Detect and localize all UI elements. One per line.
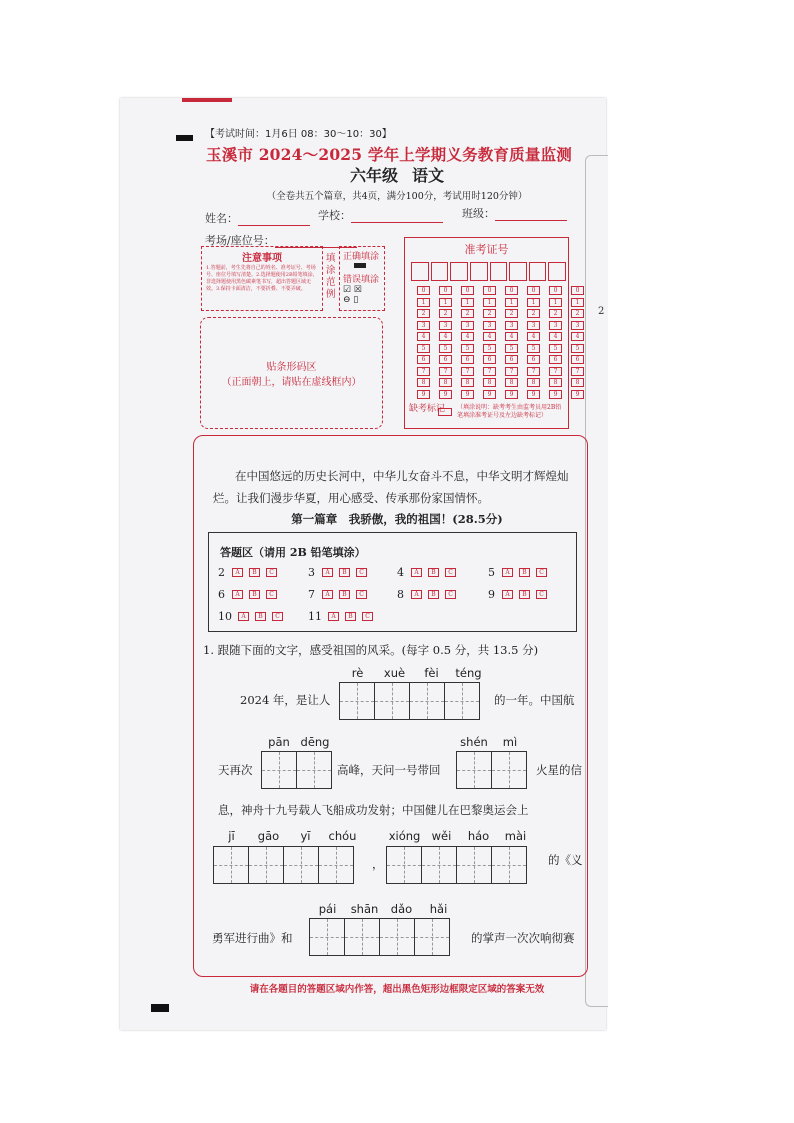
digit-cell[interactable]: [450, 262, 468, 281]
pinyin-label: yī: [300, 829, 311, 843]
exam-title: 玉溪市 2024～2025 学年上学期义务教育质量监测: [206, 145, 572, 164]
digit-bubble[interactable]: 9: [549, 390, 562, 399]
fill-example-box: [339, 246, 385, 311]
question-number: 7: [308, 588, 315, 601]
choice-question: [218, 588, 283, 601]
admission-number-box: [404, 237, 580, 429]
character-cell[interactable]: [414, 918, 450, 956]
pinyin-label: téng: [455, 666, 482, 680]
admission-digit-cells[interactable]: [411, 262, 568, 281]
q1-line2-before: 天再次: [218, 763, 253, 777]
character-cell[interactable]: [339, 682, 375, 720]
digit-bubble[interactable]: 4: [461, 332, 474, 341]
digit-bubble[interactable]: 2: [417, 309, 430, 318]
digit-bubble[interactable]: 1: [417, 298, 430, 307]
fill-example-label: 填涂范例: [326, 253, 336, 300]
digit-bubble[interactable]: 5: [571, 344, 584, 353]
digit-cell[interactable]: [548, 262, 566, 281]
character-cell[interactable]: [456, 751, 492, 789]
digit-bubble[interactable]: 6: [527, 355, 540, 364]
digit-bubble[interactable]: 4: [505, 332, 518, 341]
adjacent-page-number: 2: [598, 306, 605, 317]
pinyin-answer-grid[interactable]: [309, 918, 450, 956]
pinyin-label: fèi: [424, 666, 439, 680]
digit-bubble[interactable]: 3: [439, 321, 452, 330]
digit-bubble[interactable]: 1: [461, 298, 474, 307]
option-bubble[interactable]: B: [339, 590, 350, 599]
name-label: 姓名：: [205, 212, 238, 225]
option-bubble[interactable]: A: [411, 590, 422, 599]
correct-fill-label: 正确填涂: [343, 252, 380, 262]
digit-bubble[interactable]: 7: [417, 367, 430, 376]
digit-bubble[interactable]: 2: [439, 309, 452, 318]
option-bubble[interactable]: B: [345, 612, 356, 621]
character-cell[interactable]: [296, 751, 332, 789]
pinyin-answer-grid[interactable]: [339, 682, 480, 720]
q1-line2-after: 火星的信: [536, 763, 582, 777]
pinyin-answer-grid[interactable]: [261, 751, 332, 789]
question-number: 9: [488, 588, 495, 601]
absent-checkbox[interactable]: [438, 408, 452, 416]
bubble-row: [417, 298, 593, 310]
red-strip: [182, 98, 232, 102]
bubble-row: [417, 367, 593, 379]
digit-bubble[interactable]: 0: [549, 286, 562, 295]
digit-bubble[interactable]: 3: [461, 321, 474, 330]
pinyin-label: háo: [467, 829, 490, 843]
option-bubble[interactable]: A: [328, 612, 339, 621]
choice-question: [308, 588, 373, 601]
exam-time: 【考试时间：1月6日 08：30～10：30】: [205, 129, 392, 140]
digit-bubble[interactable]: 0: [417, 286, 430, 295]
correct-fill-mark: [354, 263, 366, 268]
option-bubble[interactable]: A: [322, 590, 333, 599]
question-number: 6: [218, 588, 225, 601]
digit-bubble[interactable]: 1: [505, 298, 518, 307]
seat-label: 考场/座位号：: [205, 234, 275, 247]
question-number: 10: [218, 610, 232, 623]
character-cell[interactable]: [491, 751, 527, 789]
digit-bubble[interactable]: 1: [527, 298, 540, 307]
notice-text: 1.答题前，考生先将自己的姓名、准考证号、考场号、座位号填写清楚。2.选择题使用2B铅笔填涂，非选择题使用黑色碳素笔书写，超出答题区域无效。3.保持卡面清洁，不要折叠、不要弄破。: [206, 265, 318, 292]
digit-bubble[interactable]: 6: [439, 355, 452, 364]
character-cell[interactable]: [421, 846, 457, 884]
digit-bubble[interactable]: 4: [549, 332, 562, 341]
wrong-fill-marks: ☑ ☒ ⊖ ▯: [343, 285, 362, 305]
digit-bubble[interactable]: 3: [417, 321, 430, 330]
pinyin-label: shén: [460, 735, 488, 749]
notice-box: [201, 246, 323, 311]
character-cell[interactable]: [283, 846, 319, 884]
digit-bubble[interactable]: 5: [461, 344, 474, 353]
choice-question: [488, 566, 553, 579]
absent-label: 缺考标记: [409, 404, 446, 414]
bubble-row: [417, 309, 593, 321]
barcode-hint: （正面朝上，请贴在虚线框内）: [221, 377, 362, 388]
pinyin-label: mì: [502, 735, 518, 749]
character-cell[interactable]: [213, 846, 249, 884]
question-number: 3: [308, 566, 315, 579]
option-bubble[interactable]: C: [362, 612, 373, 621]
pinyin-label: mài: [504, 829, 527, 843]
school-field[interactable]: [318, 207, 443, 223]
digit-bubble[interactable]: 1: [483, 298, 496, 307]
pinyin-label: dēng: [300, 735, 330, 749]
digit-bubble[interactable]: 9: [571, 390, 584, 399]
digit-bubble[interactable]: 7: [571, 367, 584, 376]
class-line[interactable]: [495, 210, 567, 221]
option-bubble[interactable]: C: [536, 590, 547, 599]
intro-text: 在中国悠远的历史长河中，中华儿女奋斗不息，中华文明才辉煌灿烂。让我们漫步华夏，用心感受、传承那份家国情怀。: [213, 469, 569, 505]
question-number: 2: [218, 566, 225, 579]
digit-bubble[interactable]: 2: [505, 309, 518, 318]
digit-bubble[interactable]: 6: [483, 355, 496, 364]
digit-cell[interactable]: [509, 262, 527, 281]
digit-bubble[interactable]: 8: [549, 378, 562, 387]
option-bubble[interactable]: A: [411, 568, 422, 577]
option-bubble[interactable]: C: [272, 612, 283, 621]
option-bubble[interactable]: A: [232, 590, 243, 599]
digit-bubble[interactable]: 9: [461, 390, 474, 399]
option-bubble[interactable]: C: [266, 568, 277, 577]
pinyin-label: hǎi: [429, 902, 448, 916]
school-label: 学校：: [318, 209, 351, 222]
digit-bubble[interactable]: 5: [527, 344, 540, 353]
digit-bubble[interactable]: 9: [417, 390, 430, 399]
name-field[interactable]: [205, 210, 310, 226]
option-bubble[interactable]: B: [519, 568, 530, 577]
question-number: 8: [397, 588, 404, 601]
pinyin-answer-grid[interactable]: [456, 751, 527, 789]
digit-bubble[interactable]: 9: [505, 390, 518, 399]
digit-bubble[interactable]: 1: [571, 298, 584, 307]
character-cell[interactable]: [374, 682, 410, 720]
digit-bubble[interactable]: 4: [417, 332, 430, 341]
bubble-row: [417, 286, 593, 298]
pinyin-label: chóu: [328, 829, 357, 843]
digit-bubble[interactable]: 4: [571, 332, 584, 341]
digit-bubble[interactable]: 4: [527, 332, 540, 341]
digit-cell[interactable]: [529, 262, 547, 281]
pinyin-label: jī: [228, 829, 235, 843]
alignment-marker-bottom: [151, 1004, 169, 1012]
digit-bubble[interactable]: 7: [505, 367, 518, 376]
digit-bubble[interactable]: 0: [461, 286, 474, 295]
digit-bubble[interactable]: 2: [527, 309, 540, 318]
exam-note: （全卷共五个篇章，共4页，满分100分，考试用时120分钟）: [266, 191, 528, 202]
grade: 六年级: [349, 166, 398, 185]
digit-bubble[interactable]: 8: [527, 378, 540, 387]
digit-bubble[interactable]: 7: [483, 367, 496, 376]
pinyin-label: pái: [318, 902, 337, 916]
pinyin-answer-grid[interactable]: [213, 846, 354, 884]
class-label: 班级：: [462, 207, 495, 220]
choice-question: [397, 588, 462, 601]
option-bubble[interactable]: C: [536, 568, 547, 577]
choice-question: [308, 566, 373, 579]
digit-bubble[interactable]: 3: [505, 321, 518, 330]
digit-bubble[interactable]: 1: [549, 298, 562, 307]
option-bubble[interactable]: C: [445, 568, 456, 577]
digit-bubble[interactable]: 6: [461, 355, 474, 364]
question-number: 11: [308, 610, 322, 623]
answer-area-heading: 答题区（请用 2B 铅笔填涂）: [220, 546, 366, 559]
footer-warning: 请在各题目的答题区域内作答，超出黑色矩形边框限定区域的答案无效: [249, 984, 545, 995]
digit-bubble[interactable]: 7: [549, 367, 562, 376]
pinyin-answer-grid[interactable]: [386, 846, 527, 884]
digit-bubble[interactable]: 8: [483, 378, 496, 387]
digit-bubble[interactable]: 8: [439, 378, 452, 387]
digit-cell[interactable]: [431, 262, 449, 281]
option-bubble[interactable]: C: [266, 590, 277, 599]
chapter-title: 第一篇章 我骄傲，我的祖国！(28.5分): [291, 512, 503, 526]
admission-bubbles[interactable]: [417, 286, 593, 401]
q1-line1-after: 的一年。中国航: [494, 693, 575, 707]
digit-bubble[interactable]: 1: [439, 298, 452, 307]
option-bubble[interactable]: B: [519, 590, 530, 599]
bubble-row: [417, 378, 593, 390]
barcode-area: [200, 317, 383, 429]
digit-bubble[interactable]: 2: [483, 309, 496, 318]
digit-bubble[interactable]: 6: [571, 355, 584, 364]
digit-bubble[interactable]: 9: [439, 390, 452, 399]
digit-bubble[interactable]: 0: [483, 286, 496, 295]
option-bubble[interactable]: B: [249, 590, 260, 599]
character-cell[interactable]: [261, 751, 297, 789]
digit-bubble[interactable]: 3: [549, 321, 562, 330]
character-cell[interactable]: [456, 846, 492, 884]
bubble-row: [417, 321, 593, 333]
digit-bubble[interactable]: 3: [483, 321, 496, 330]
q1-comma: ，: [372, 857, 384, 871]
digit-bubble[interactable]: 6: [505, 355, 518, 364]
pinyin-label: pān: [268, 735, 290, 749]
digit-bubble[interactable]: 8: [505, 378, 518, 387]
option-bubble[interactable]: C: [445, 590, 456, 599]
digit-bubble[interactable]: 5: [549, 344, 562, 353]
digit-bubble[interactable]: 2: [571, 309, 584, 318]
choice-question: [308, 610, 379, 623]
option-bubble[interactable]: B: [255, 612, 266, 621]
q1-line5-after: 的掌声一次次响彻赛: [471, 931, 575, 945]
digit-bubble[interactable]: 5: [439, 344, 452, 353]
digit-bubble[interactable]: 4: [439, 332, 452, 341]
question-1-prompt: 1. 跟随下面的文字，感受祖国的风采。(每字 0.5 分，共 13.5 分): [203, 643, 539, 657]
digit-bubble[interactable]: 2: [461, 309, 474, 318]
digit-bubble[interactable]: 9: [527, 390, 540, 399]
choice-question: [397, 566, 462, 579]
digit-cell[interactable]: [470, 262, 488, 281]
digit-bubble[interactable]: 5: [483, 344, 496, 353]
bubble-row: [417, 344, 593, 356]
choice-question: [218, 610, 289, 623]
digit-bubble[interactable]: 9: [483, 390, 496, 399]
choice-question: [218, 566, 283, 579]
q1-line1-before: 2024 年，是让人: [240, 693, 331, 707]
pinyin-label: xióng: [388, 829, 421, 843]
digit-bubble[interactable]: 3: [527, 321, 540, 330]
name-line[interactable]: [238, 215, 310, 226]
absent-note: （填涂说明：缺考考生由监考员用2B铅笔填涂准考证号及左边缺考标记）: [457, 404, 562, 419]
digit-bubble[interactable]: 6: [549, 355, 562, 364]
digit-bubble[interactable]: 5: [505, 344, 518, 353]
question-number: 4: [397, 566, 404, 579]
digit-bubble[interactable]: 6: [417, 355, 430, 364]
bubble-row: [417, 390, 593, 402]
digit-bubble[interactable]: 2: [549, 309, 562, 318]
q1-line5-before: 勇军进行曲》和: [212, 931, 293, 945]
option-bubble[interactable]: A: [322, 568, 333, 577]
bubble-row: [417, 332, 593, 344]
bubble-row: [417, 355, 593, 367]
character-cell[interactable]: [248, 846, 284, 884]
pinyin-label: dǎo: [390, 902, 413, 916]
digit-bubble[interactable]: 7: [461, 367, 474, 376]
wrong-fill-label: 错误填涂: [343, 275, 380, 285]
q1-line4-after: 的《义: [548, 853, 583, 867]
option-bubble[interactable]: C: [356, 590, 367, 599]
option-bubble[interactable]: A: [502, 568, 513, 577]
pinyin-label: shān: [350, 902, 379, 916]
digit-bubble[interactable]: 8: [571, 378, 584, 387]
barcode-title: 贴条形码区: [266, 362, 317, 373]
option-bubble[interactable]: B: [428, 590, 439, 599]
option-bubble[interactable]: A: [238, 612, 249, 621]
character-cell[interactable]: [309, 918, 345, 956]
pinyin-label: rè: [351, 666, 364, 680]
pinyin-label: xuè: [383, 666, 406, 680]
option-bubble[interactable]: A: [502, 590, 513, 599]
option-bubble[interactable]: B: [249, 568, 260, 577]
digit-bubble[interactable]: 7: [439, 367, 452, 376]
character-cell[interactable]: [318, 846, 354, 884]
character-cell[interactable]: [386, 846, 422, 884]
digit-bubble[interactable]: 5: [417, 344, 430, 353]
pinyin-label: gāo: [257, 829, 280, 843]
school-line[interactable]: [351, 212, 443, 223]
character-cell[interactable]: [491, 846, 527, 884]
digit-bubble[interactable]: 3: [571, 321, 584, 330]
digit-cell[interactable]: [490, 262, 508, 281]
digit-bubble[interactable]: 7: [527, 367, 540, 376]
digit-bubble[interactable]: 0: [571, 286, 584, 295]
admission-heading: 准考证号: [464, 243, 509, 256]
digit-bubble[interactable]: 0: [527, 286, 540, 295]
digit-bubble[interactable]: 8: [417, 378, 430, 387]
option-bubble[interactable]: B: [339, 568, 350, 577]
character-cell[interactable]: [444, 682, 480, 720]
alignment-marker-top: [176, 135, 193, 141]
choice-question: [488, 588, 553, 601]
character-cell[interactable]: [379, 918, 415, 956]
class-field[interactable]: [462, 205, 567, 221]
character-cell[interactable]: [344, 918, 380, 956]
adjacent-page-edge: [585, 155, 608, 1007]
option-bubble[interactable]: C: [356, 568, 367, 577]
q1-line3: 息，神舟十九号载人飞船成功发射；中国健儿在巴黎奥运会上: [218, 803, 529, 817]
option-bubble[interactable]: B: [428, 568, 439, 577]
grade-subject: [0, 163, 794, 186]
digit-bubble[interactable]: 0: [505, 286, 518, 295]
digit-cell[interactable]: [411, 262, 429, 281]
digit-bubble[interactable]: 4: [483, 332, 496, 341]
notice-heading: 注意事项: [242, 253, 282, 264]
q1-line2-mid: 高峰，天问一号带回: [337, 763, 441, 777]
pinyin-label: wěi: [431, 829, 452, 843]
character-cell[interactable]: [409, 682, 445, 720]
question-number: 5: [488, 566, 495, 579]
option-bubble[interactable]: A: [232, 568, 243, 577]
digit-bubble[interactable]: 0: [439, 286, 452, 295]
digit-bubble[interactable]: 8: [461, 378, 474, 387]
subject: 语文: [412, 166, 445, 185]
